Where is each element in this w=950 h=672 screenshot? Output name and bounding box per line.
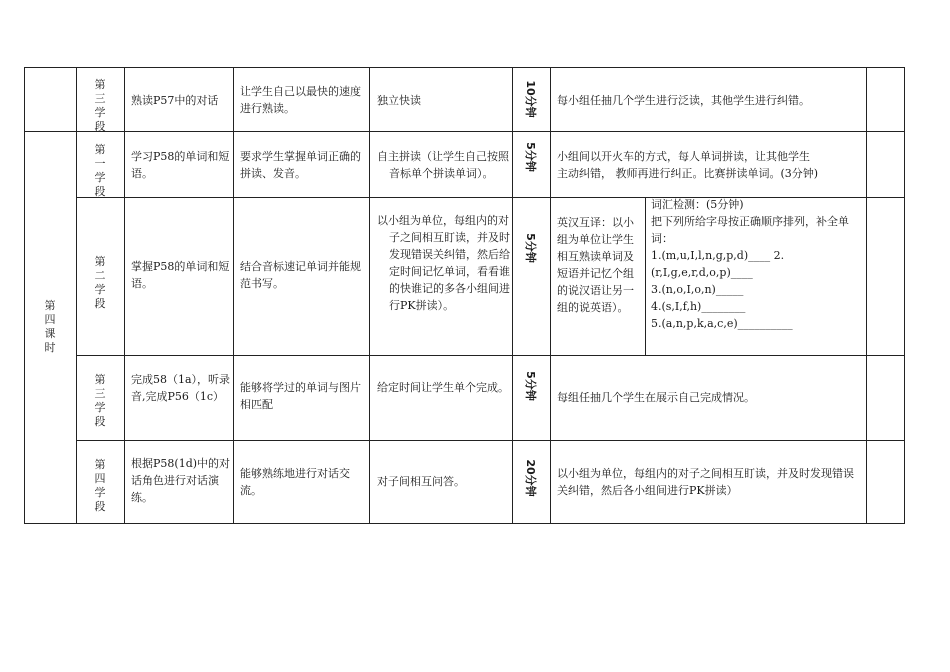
goal-cell: 熟读P57中的对话: [131, 94, 219, 107]
vocab-item: (r,I,g,e,r,d,o,p)____: [651, 266, 753, 279]
requirement-cell: 要求学生掌握单词正确的拼读、发音。: [240, 150, 361, 180]
vocab-item: 3.(n,o,I,o,n)_____: [651, 283, 744, 296]
time-label: 5分钟: [524, 371, 537, 401]
goal-cell: 掌握P58的单词和短语。: [131, 260, 230, 290]
goal-cell: 完成58（1a），听录音,完成P56（1c）: [131, 373, 231, 403]
activity-cell: 每组任抽几个学生在展示自己完成情况。: [557, 391, 755, 404]
time-label: 5分钟: [524, 142, 537, 172]
method-cell: 独立快读: [377, 94, 421, 107]
requirement-cell: 能够将学过的单词与图片相匹配: [240, 381, 361, 411]
rule-row1-bottom: [24, 131, 904, 132]
activity-cell: 以小组为单位，每组内的对子之间相互盯读，并及时发现错误关纠错，然后各小组间进行PK拼读）: [557, 467, 854, 497]
rule-col2: [124, 67, 125, 524]
vocab-item: 5.(a,n,p,k,a,c,e)__________: [651, 317, 793, 330]
time-label: 20分钟: [524, 459, 537, 497]
stage-label: 第二学段: [94, 255, 106, 310]
rule-bottom: [24, 523, 904, 524]
rule-col3: [233, 67, 234, 524]
rule-col6: [550, 67, 551, 524]
vocab-test-cell: [651, 196, 864, 332]
method-cell: 以小组为单位，每组内的对子之间相互盯读，并及时发现错误关纠错，然后给定时间记忆单词，看看谁的快谁记的多各小组间进行PK拼读）。: [377, 214, 510, 312]
stage-label: 第四学段: [94, 458, 106, 513]
rule-col1: [76, 67, 77, 524]
goal-cell: 学习P58的单词和短语。: [131, 150, 230, 180]
rule-row4-bottom: [76, 440, 904, 441]
rule-col7: [866, 67, 867, 524]
rule-top: [24, 67, 904, 68]
method-cell: 给定时间让学生单个完成。: [377, 381, 509, 394]
rule-col5: [512, 67, 513, 524]
rule-right: [904, 67, 905, 524]
rule-row3-bottom: [76, 355, 904, 356]
stage-label: 第三学段: [94, 78, 106, 133]
time-label: 5分钟: [524, 233, 537, 263]
requirement-cell: 结合音标速记单词并能规范书写。: [240, 260, 361, 290]
method-cell: 对子间相互问答。: [377, 475, 465, 488]
requirement-cell: 能够熟练地进行对话交流。: [240, 467, 350, 497]
rule-col4: [369, 67, 370, 524]
activity-cell: 小组间以开火车的方式，每人单词拼读，让其他学生主动纠错， 教师再进行纠正。比赛拼读单词。(3分钟): [557, 150, 819, 180]
vocab-test-instruction: 把下列所给字母按正确顺序排列，补全单词：: [651, 215, 849, 245]
requirement-cell: 让学生自己以最快的速度进行熟读。: [240, 85, 361, 115]
method-cell: 自主拼读（让学生自己按照音标单个拼读单词）。: [377, 150, 509, 180]
goal-cell: 根据P58(1d)中的对话角色进行对话演练。: [131, 457, 231, 504]
vocab-item: 4.(s,I,f,h)________: [651, 300, 746, 313]
peer-check-cell: 英汉互译：以小组为单位让学生相互熟读单词及短语并记忆个组的说汉语让另一组的说英语）。: [557, 216, 634, 314]
rule-left: [24, 67, 25, 524]
activity-cell: 每小组任抽几个学生进行泛读，其他学生进行纠错。: [557, 94, 810, 107]
stage-label: 第三学段: [94, 373, 106, 428]
lesson-label: 第四课时: [44, 299, 56, 354]
rule-inner-split: [645, 197, 646, 355]
stage-label: 第一学段: [94, 143, 106, 198]
time-label: 10分钟: [524, 80, 537, 118]
vocab-item: 1.(m,u,I,l,n,g,p,d)____ 2.: [651, 249, 785, 262]
vocab-test-title: 词汇检测：(5分钟): [651, 198, 744, 211]
